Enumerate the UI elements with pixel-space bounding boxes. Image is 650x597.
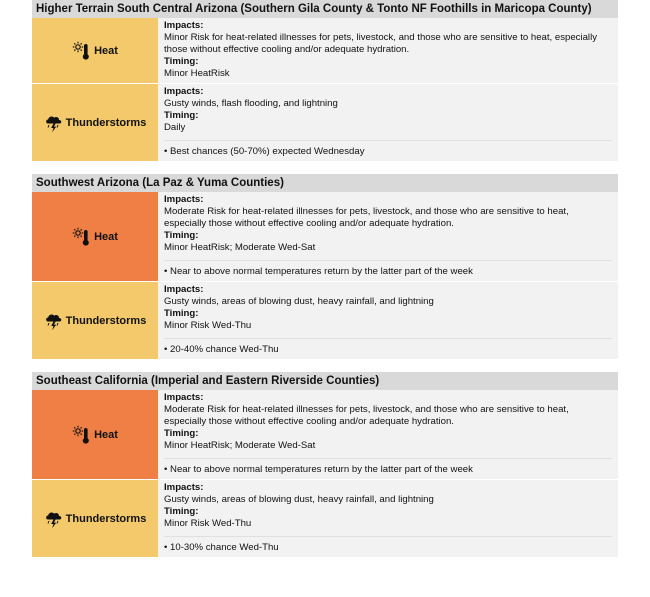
timing-text: Daily [164, 122, 186, 133]
hazard-note: • 10-30% chance Wed-Thu [164, 536, 612, 554]
impacts-text: Gusty winds, areas of blowing dust, heavy rainfall, and lightning [164, 494, 434, 505]
impacts-text: Gusty winds, areas of blowing dust, heavy rainfall, and lightning [164, 296, 434, 307]
hazard-note: • 20-40% chance Wed-Thu [164, 338, 612, 356]
hazard-details [158, 84, 618, 161]
timing-label: Timing: [164, 110, 199, 121]
impacts-label: Impacts: [164, 194, 204, 205]
hazard-label [32, 84, 158, 161]
hazard-row [32, 480, 618, 558]
region-section [32, 174, 618, 360]
impacts-label: Impacts: [164, 20, 204, 31]
impacts-label: Impacts: [164, 86, 204, 97]
region-title: Higher Terrain South Central Arizona (Southern Gila County & Tonto NF Foothills in Maricopa County) [32, 0, 618, 18]
hazard-row [32, 84, 618, 162]
hazard-row [32, 192, 618, 282]
hazard-name: Heat [94, 230, 118, 243]
region-title: Southeast California (Imperial and Eastern Riverside Counties) [32, 372, 618, 390]
hazard-label [32, 18, 158, 83]
timing-label: Timing: [164, 506, 199, 517]
heat-icon [72, 425, 92, 445]
timing-label: Timing: [164, 428, 199, 439]
hazard-details [158, 390, 618, 479]
hazard-row [32, 18, 618, 84]
hazard-name: Thunderstorms [65, 116, 147, 129]
impacts-text: Minor Risk for heat-related illnesses for pets, livestock, and those who are sensitive to heat, especially those without effective cooling and/or adequate hydration. [164, 32, 597, 55]
hazard-label [32, 390, 158, 479]
timing-text: Minor HeatRisk [164, 68, 230, 79]
hazard-name: Thunderstorms [65, 512, 147, 525]
impacts-label: Impacts: [164, 482, 204, 493]
thunderstorm-icon [44, 509, 64, 529]
timing-label: Timing: [164, 56, 199, 67]
impacts-label: Impacts: [164, 284, 204, 295]
hazard-details [158, 18, 618, 83]
heat-icon [72, 227, 92, 247]
hazard-label [32, 480, 158, 557]
thunderstorm-icon [44, 311, 64, 331]
hazard-outlook [32, 0, 618, 570]
hazard-name: Heat [94, 428, 118, 441]
timing-label: Timing: [164, 308, 199, 319]
hazard-row [32, 390, 618, 480]
timing-text: Minor HeatRisk; Moderate Wed-Sat [164, 242, 316, 253]
hazard-name: Heat [94, 44, 118, 57]
impacts-label: Impacts: [164, 392, 204, 403]
hazard-note: • Near to above normal temperatures return by the latter part of the week [164, 260, 612, 278]
impacts-text: Moderate Risk for heat-related illnesses for pets, livestock, and those who are sensitive to heat, especially those without effective cooling and/or adequate hydration. [164, 206, 569, 229]
hazard-note: • Near to above normal temperatures return by the latter part of the week [164, 458, 612, 476]
region-title: Southwest Arizona (La Paz & Yuma Counties) [32, 174, 618, 192]
region-section [32, 372, 618, 558]
thunderstorm-icon [44, 113, 64, 133]
hazard-details [158, 192, 618, 281]
hazard-details [158, 282, 618, 359]
region-section [32, 0, 618, 162]
hazard-note: • Best chances (50-70%) expected Wednesday [164, 140, 612, 158]
hazard-details [158, 480, 618, 557]
heat-icon [72, 41, 92, 61]
timing-text: Minor Risk Wed-Thu [164, 320, 252, 331]
timing-text: Minor HeatRisk; Moderate Wed-Sat [164, 440, 316, 451]
hazard-label [32, 192, 158, 281]
impacts-text: Moderate Risk for heat-related illnesses for pets, livestock, and those who are sensitive to heat, especially those without effective cooling and/or adequate hydration. [164, 404, 569, 427]
timing-text: Minor Risk Wed-Thu [164, 518, 252, 529]
hazard-name: Thunderstorms [65, 314, 147, 327]
hazard-row [32, 282, 618, 360]
timing-label: Timing: [164, 230, 199, 241]
impacts-text: Gusty winds, flash flooding, and lightning [164, 98, 338, 109]
hazard-label [32, 282, 158, 359]
